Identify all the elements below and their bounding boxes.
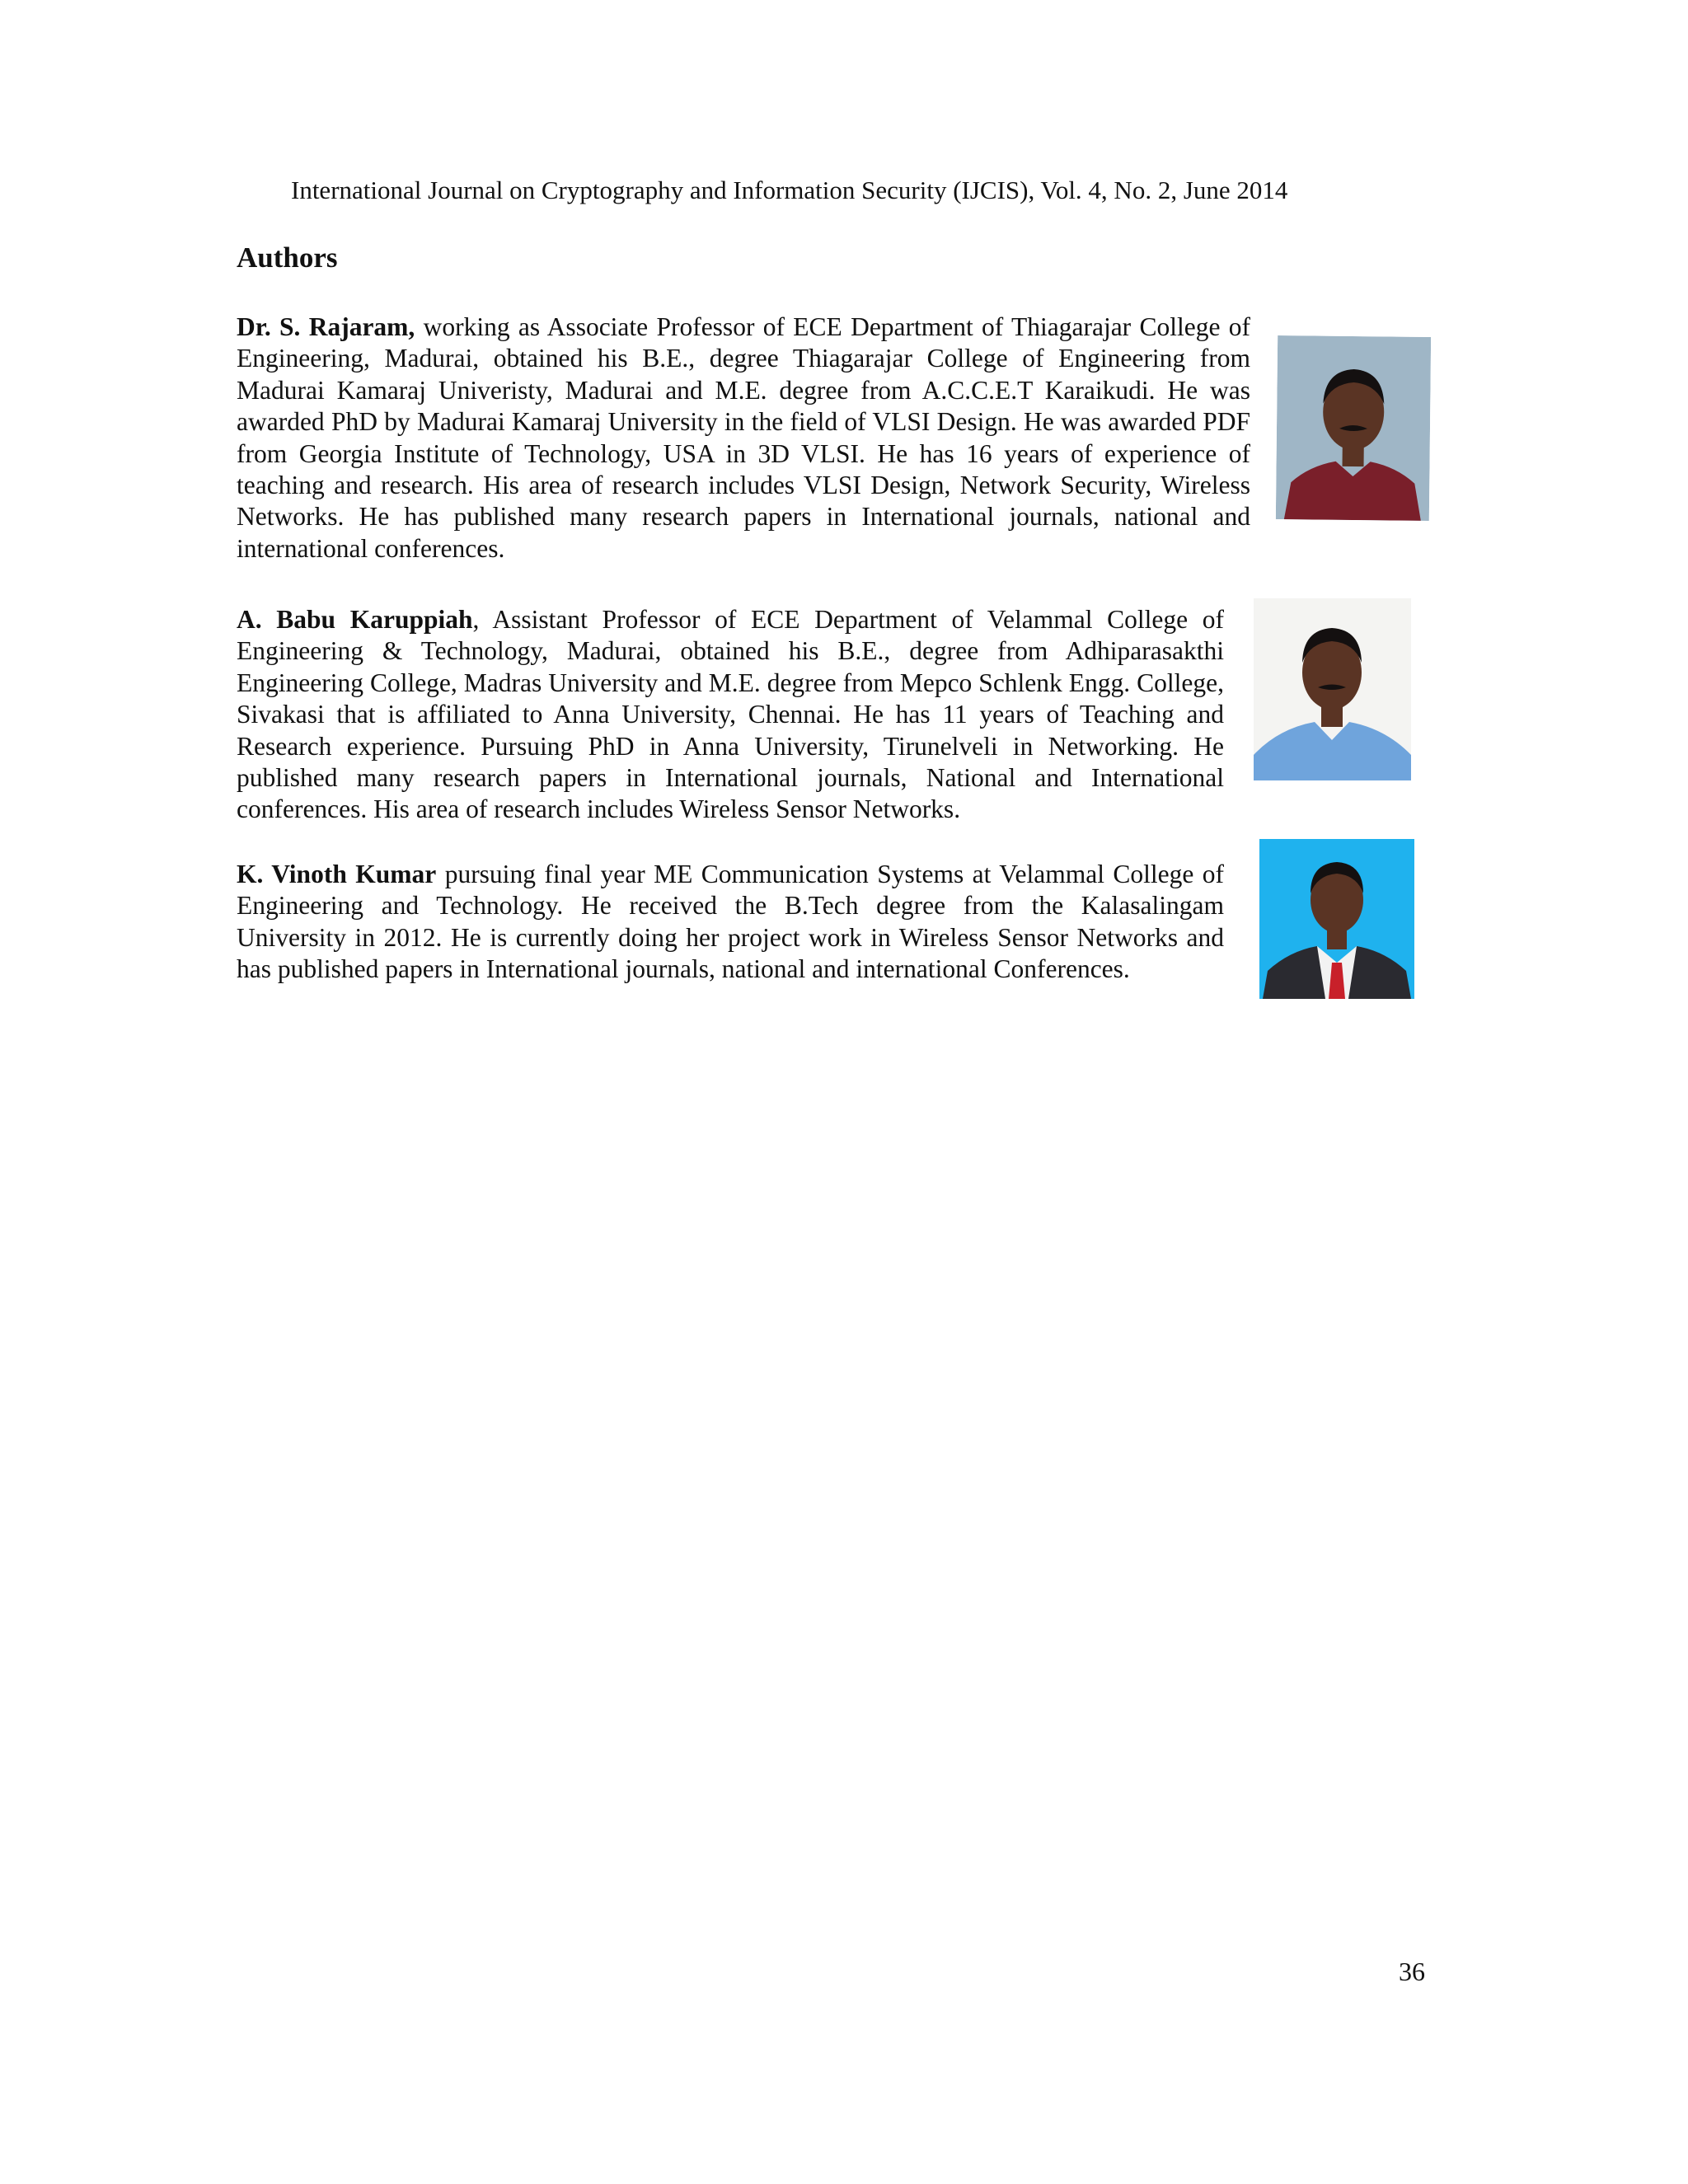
author-bio-karuppiah — [237, 604, 1224, 826]
author-bio-rajaram — [237, 312, 1250, 565]
author-bio-text: pursuing final year ME Communication Systems at Velammal College of Engineering and Technology. He received the B.Tech degree from the Kalasalingam University in 2012. He is currently doing her project work in Wireless Sensor Networks and has published papers in International journals, national and international Conferences. — [237, 860, 1224, 984]
author-bio-kumar — [237, 859, 1224, 986]
author-photo-rajaram — [1276, 335, 1431, 521]
author-photo-kumar — [1259, 839, 1414, 999]
page-number: 36 — [1399, 1957, 1425, 1986]
author-photo-karuppiah — [1254, 598, 1411, 780]
author-name: Dr. S. Rajaram, — [237, 312, 415, 341]
author-bio-text: , Assistant Professor of ECE Department of Velammal College of Engineering & Technology, Madurai, obtained his B.E., degree from Adhiparasakthi Engineering College, Madras University and M.E. degree from Mepco Schlenk Engg. College, Sivakasi that is affiliated to Anna University, Chennai. He has 11 years of Teaching and Research experience. Pursuing PhD in Anna University, Tirunelveli in Networking. He published many research papers in International journals, National and International conferences. His area of research includes Wireless Sensor Networks. — [237, 605, 1224, 824]
section-heading: Authors — [237, 241, 338, 274]
author-name: A. Babu Karuppiah — [237, 605, 473, 634]
running-header: International Journal on Cryptography and Information Security (IJCIS), Vol. 4, No. 2, June 2014 — [291, 176, 1288, 204]
author-name: K. Vinoth Kumar — [237, 860, 437, 888]
author-bio-text: working as Associate Professor of ECE Department of Thiagarajar College of Engineering, Madurai, obtained his B.E., degree Thiagarajar College of Engineering from Madurai Kamaraj Univeristy, Madurai and M.E. degree from A.C.C.E.T Karaikudi. He was awarded PhD by Madurai Kamaraj University in the field of VLSI Design. He was awarded PDF from Georgia Institute of Technology, USA in 3D VLSI. He has 16 years of experience of teaching and research. His area of research includes VLSI Design, Network Security, Wireless Networks. He has published many research papers in International journals, national and international conferences. — [237, 312, 1250, 563]
